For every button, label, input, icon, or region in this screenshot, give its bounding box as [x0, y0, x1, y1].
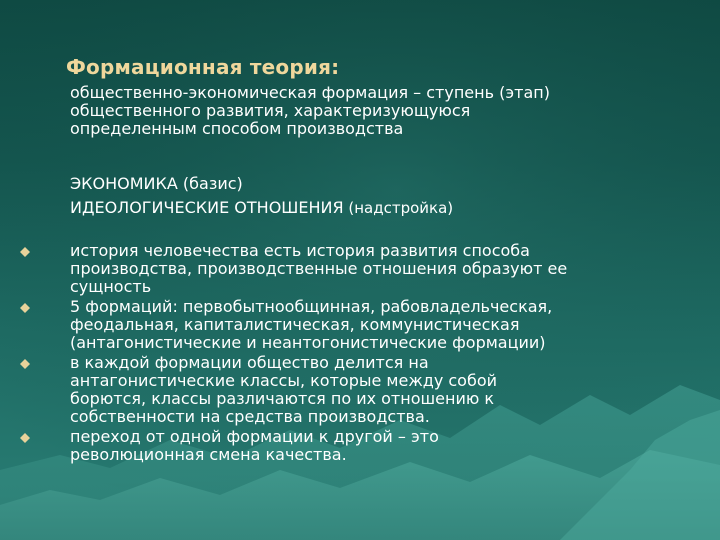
list-item — [20, 298, 700, 352]
definition-line: определенным способом производства — [70, 119, 404, 138]
diamond-bullet-icon — [20, 433, 30, 443]
diamond-bullet-icon — [20, 359, 30, 369]
ideology-label: ИДЕОЛОГИЧЕСКИЕ ОТНОШЕНИЯ — [70, 198, 344, 217]
bullet-list — [20, 242, 700, 466]
diamond-bullet-icon — [20, 247, 30, 257]
list-item — [20, 428, 700, 464]
bullet-line: производства, производственные отношения образуют ее — [70, 259, 568, 278]
bullet-line: в каждой формации общество делится на — [70, 353, 429, 372]
definition-line: общественно-экономическая формация – ступень (этап) — [70, 83, 550, 102]
bullet-line: переход от одной формации к другой – это — [70, 427, 439, 446]
ideology-line — [70, 196, 453, 220]
bullet-line: собственности на средства производства. — [70, 407, 430, 426]
diamond-bullet-icon — [20, 303, 30, 313]
list-item — [20, 242, 700, 296]
economy-basis-line: ЭКОНОМИКА (базис) — [70, 174, 243, 193]
bullet-line: революционная смена качества. — [70, 445, 347, 464]
bullet-line: борются, классы различаются по их отношению к — [70, 389, 495, 408]
bullet-line: (антагонистические и неантогонистические формации) — [70, 333, 546, 352]
list-item — [20, 354, 700, 426]
slide-title: Формационная теория: — [66, 55, 340, 79]
bullet-line: антагонистические классы, которые между собой — [70, 371, 498, 390]
bullet-line: феодальная, капиталистическая, коммунистическая — [70, 315, 520, 334]
definition-text — [70, 84, 700, 138]
bullet-line: 5 формаций: первобытнообщинная, рабовладельческая, — [70, 297, 553, 316]
definition-line: общественного развития, характеризующуюся — [70, 101, 471, 120]
superstructure-label: (надстройка) — [343, 199, 454, 217]
basis-superstructure — [70, 172, 453, 220]
bullet-line: сущность — [70, 277, 152, 296]
bullet-line: история человечества есть история развития способа — [70, 241, 530, 260]
